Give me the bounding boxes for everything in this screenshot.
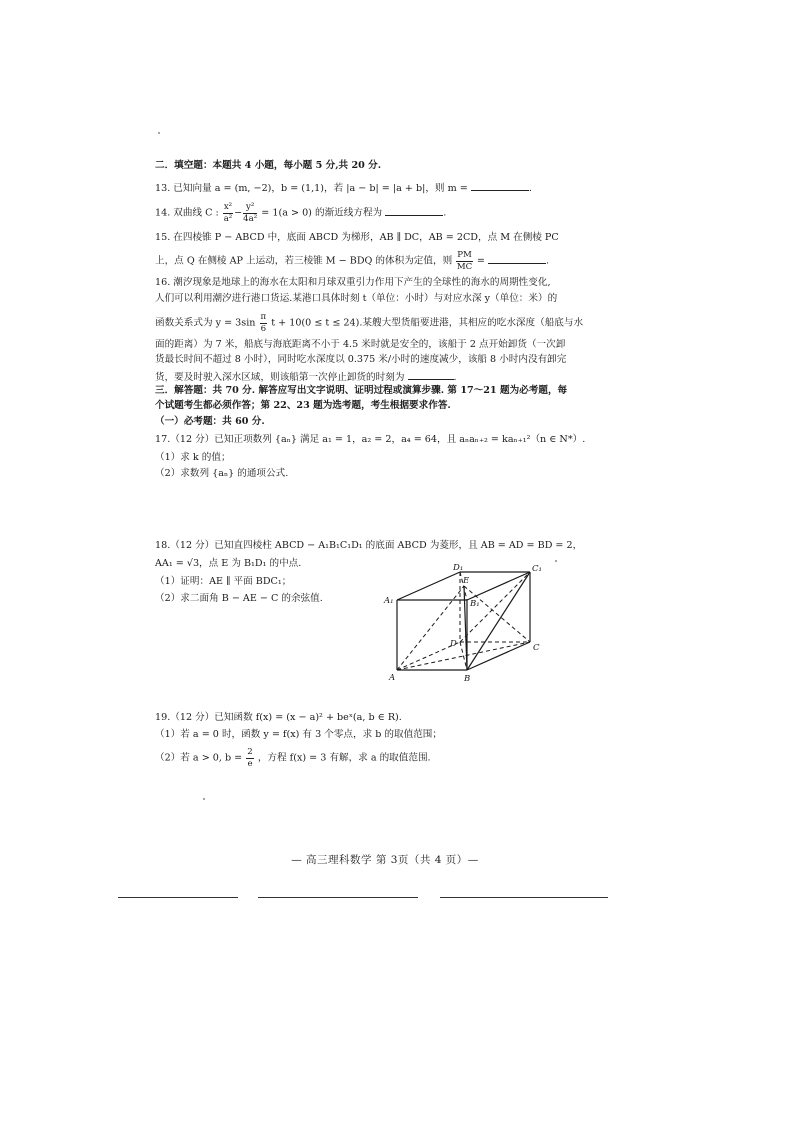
question-16-line4: 面的距离）为 7 米，船底与海底距离不小于 4.5 米时就是安全的，该船于 2 点开始卸货（一次卸: [155, 339, 566, 350]
label-b: B: [464, 674, 471, 684]
label-b1: B₁: [470, 599, 480, 609]
question-16-line6-text: 货，要及时驶入深水区域，则该船第一次停止卸货的时刻为: [155, 372, 405, 383]
prism-figure: [380, 562, 550, 684]
fraction-pm-mc: $\frac{PM}{MC}$: [456, 250, 473, 272]
label-d1: D₁: [453, 563, 464, 573]
question-16-line3-suffix: t + 10(0 ≤ t ≤ 24).某艘大型货船要进港，其相应的吃水深度（船底与水: [271, 317, 584, 329]
question-15-prefix: 上，点 Q 在侧棱 AP 上运动，若三棱锥 M − BDQ 的体积为定值，则: [155, 255, 453, 267]
question-14: 14. 双曲线 C : $\frac{\text{x²}}{\text{a²}}$ − $\frac{\text{y²}}{\text{4a²}}$ = 1(a > 0) 的渐近线方程为 .: [155, 202, 447, 224]
question-17-part1: （1）求 k 的值；: [155, 452, 231, 463]
question-16-line2: 人们可以利用潮汐进行港口货运.某港口具体时刻 t（单位：小时）与对应水深 y（单位：米）的: [155, 293, 558, 304]
scan-speck: [158, 132, 160, 134]
question-16-line6: 货，要及时驶入深水区域，则该船第一次停止卸货的时刻为 .: [155, 369, 585, 385]
section3-heading-line1: 三．解答题：共 70 分. 解答应写出文字说明、证明过程或演算步骤. 第 17～21 题为必考题，每: [155, 385, 568, 396]
hidden-segment-a-e: [397, 586, 464, 670]
scan-speck: [203, 798, 205, 800]
question-16-line3-prefix: 函数关系式为 y = 3sin: [155, 317, 256, 329]
question-15-line1: 15. 在四棱锥 P − ABCD 中，底面 ABCD 为梯形，AB ∥ DC，AB = 2CD，点 M 在侧棱 PC: [155, 232, 559, 243]
question-16-line3: [155, 313, 585, 333]
question-15-line2: 上，点 Q 在侧棱 AP 上运动，若三棱锥 M − BDQ 的体积为定值，则 $\frac{PM}{MC}$ = .: [155, 250, 550, 272]
edge-a1-d1: [397, 572, 460, 600]
question-19-part2-suffix: ，方程 f(x) = 3 有解，求 a 的取值范围.: [257, 752, 431, 764]
question-19-part2-prefix: （2）若 a > 0, b =: [155, 752, 243, 764]
question-13: 13. 已知向量 a = (m, −2)，b = (1,1)，若 |a − b| = |a + b|，则 m = .: [155, 180, 585, 196]
question-16-line5: 货最长时间不超过 8 小时），同时吃水深度以 0.375 米/小时的速度减少，该船 8 小时内没有卸完: [155, 354, 567, 365]
question-18-stem-line2: AA₁ = √3，点 E 为 B₁D₁ 的中点.: [155, 558, 302, 569]
answer-blank-14[interactable]: [385, 205, 443, 216]
question-19-part1: （1）若 a = 0 时，函数 y = f(x) 有 3 个零点，求 b 的取值范围；: [155, 729, 442, 740]
question-19-stem: 19.（12 分）已知函数 f(x) = (x − a)² + beˣ(a, b ∈ R).: [155, 712, 402, 723]
question-16-line1: 16. 潮汐现象是地球上的海水在太阳和月球双重引力作用下产生的全球性的海水的周期性变化,: [155, 277, 551, 288]
section2-heading: 二．填空题：本题共 4 小题，每小题 5 分,共 20 分.: [155, 160, 382, 171]
label-e: E: [463, 576, 470, 586]
fraction-y2-4a2: $\frac{\text{y²}}{\text{4a²}}$: [243, 202, 258, 224]
label-a1: A₁: [384, 596, 394, 606]
scan-artifact-line: [440, 897, 608, 898]
section3-heading-line2: 个试题考生都必须作答；第 22、23 题为选考题，考生根据要求作答.: [155, 400, 451, 411]
section3-subheading: （一）必考题：共 60 分.: [155, 416, 265, 427]
edge-b-c1: [467, 572, 530, 670]
page-footer: — 高三理科数学 第 3页（共 4 页）—: [291, 854, 479, 866]
hidden-segment-e-c: [464, 586, 530, 642]
label-a: A: [389, 673, 396, 683]
fraction-2-e: $\frac{2}{e}$: [247, 747, 253, 769]
question-17-part2: （2）求数列 {aₙ} 的通项公式.: [155, 468, 289, 479]
question-18-part1: （1）证明：AE ∥ 平面 BDC₁；: [155, 576, 292, 587]
question-13-text: 13. 已知向量 a = (m, −2)，b = (1,1)，若 |a − b| = |a + b|，则 m =: [155, 183, 468, 194]
fraction-pi-6: $\frac{\pi}{6}$: [260, 312, 267, 334]
question-14-suffix: = 1(a > 0) 的渐近线方程为: [261, 207, 383, 219]
label-c: C: [533, 643, 540, 653]
answer-blank-13[interactable]: [471, 180, 529, 191]
question-15-suffix: =: [476, 255, 485, 267]
scan-artifact-line: [258, 897, 418, 898]
scan-artifact-line: [118, 897, 238, 898]
label-c1: C₁: [532, 564, 542, 574]
label-d: D: [450, 639, 457, 649]
question-19-part2: [155, 748, 585, 768]
question-17-stem: 17.（12 分）已知正项数列 {aₙ} 满足 a₁ = 1，a₂ = 2，a₄ = 64，且 aₙaₙ₊₂ = kaₙ₊₁²（n ∈ N*）.: [155, 434, 586, 445]
prism-diagram: [380, 562, 550, 684]
question-18-stem-line1: 18.（12 分）已知直四棱柱 ABCD − A₁B₁C₁D₁ 的底面 ABCD 为菱形，且 AB = AD = BD = 2，: [155, 540, 583, 551]
answer-blank-16[interactable]: [408, 369, 454, 380]
question-14-prefix: 14. 双曲线 C :: [155, 207, 219, 219]
answer-blank-15[interactable]: [488, 253, 546, 264]
fraction-x2-a2: $\frac{\text{x²}}{\text{a²}}$: [223, 202, 233, 224]
scan-speck: [555, 560, 557, 562]
question-18-part2: （2）求二面角 B − AE − C 的余弦值.: [155, 593, 323, 604]
